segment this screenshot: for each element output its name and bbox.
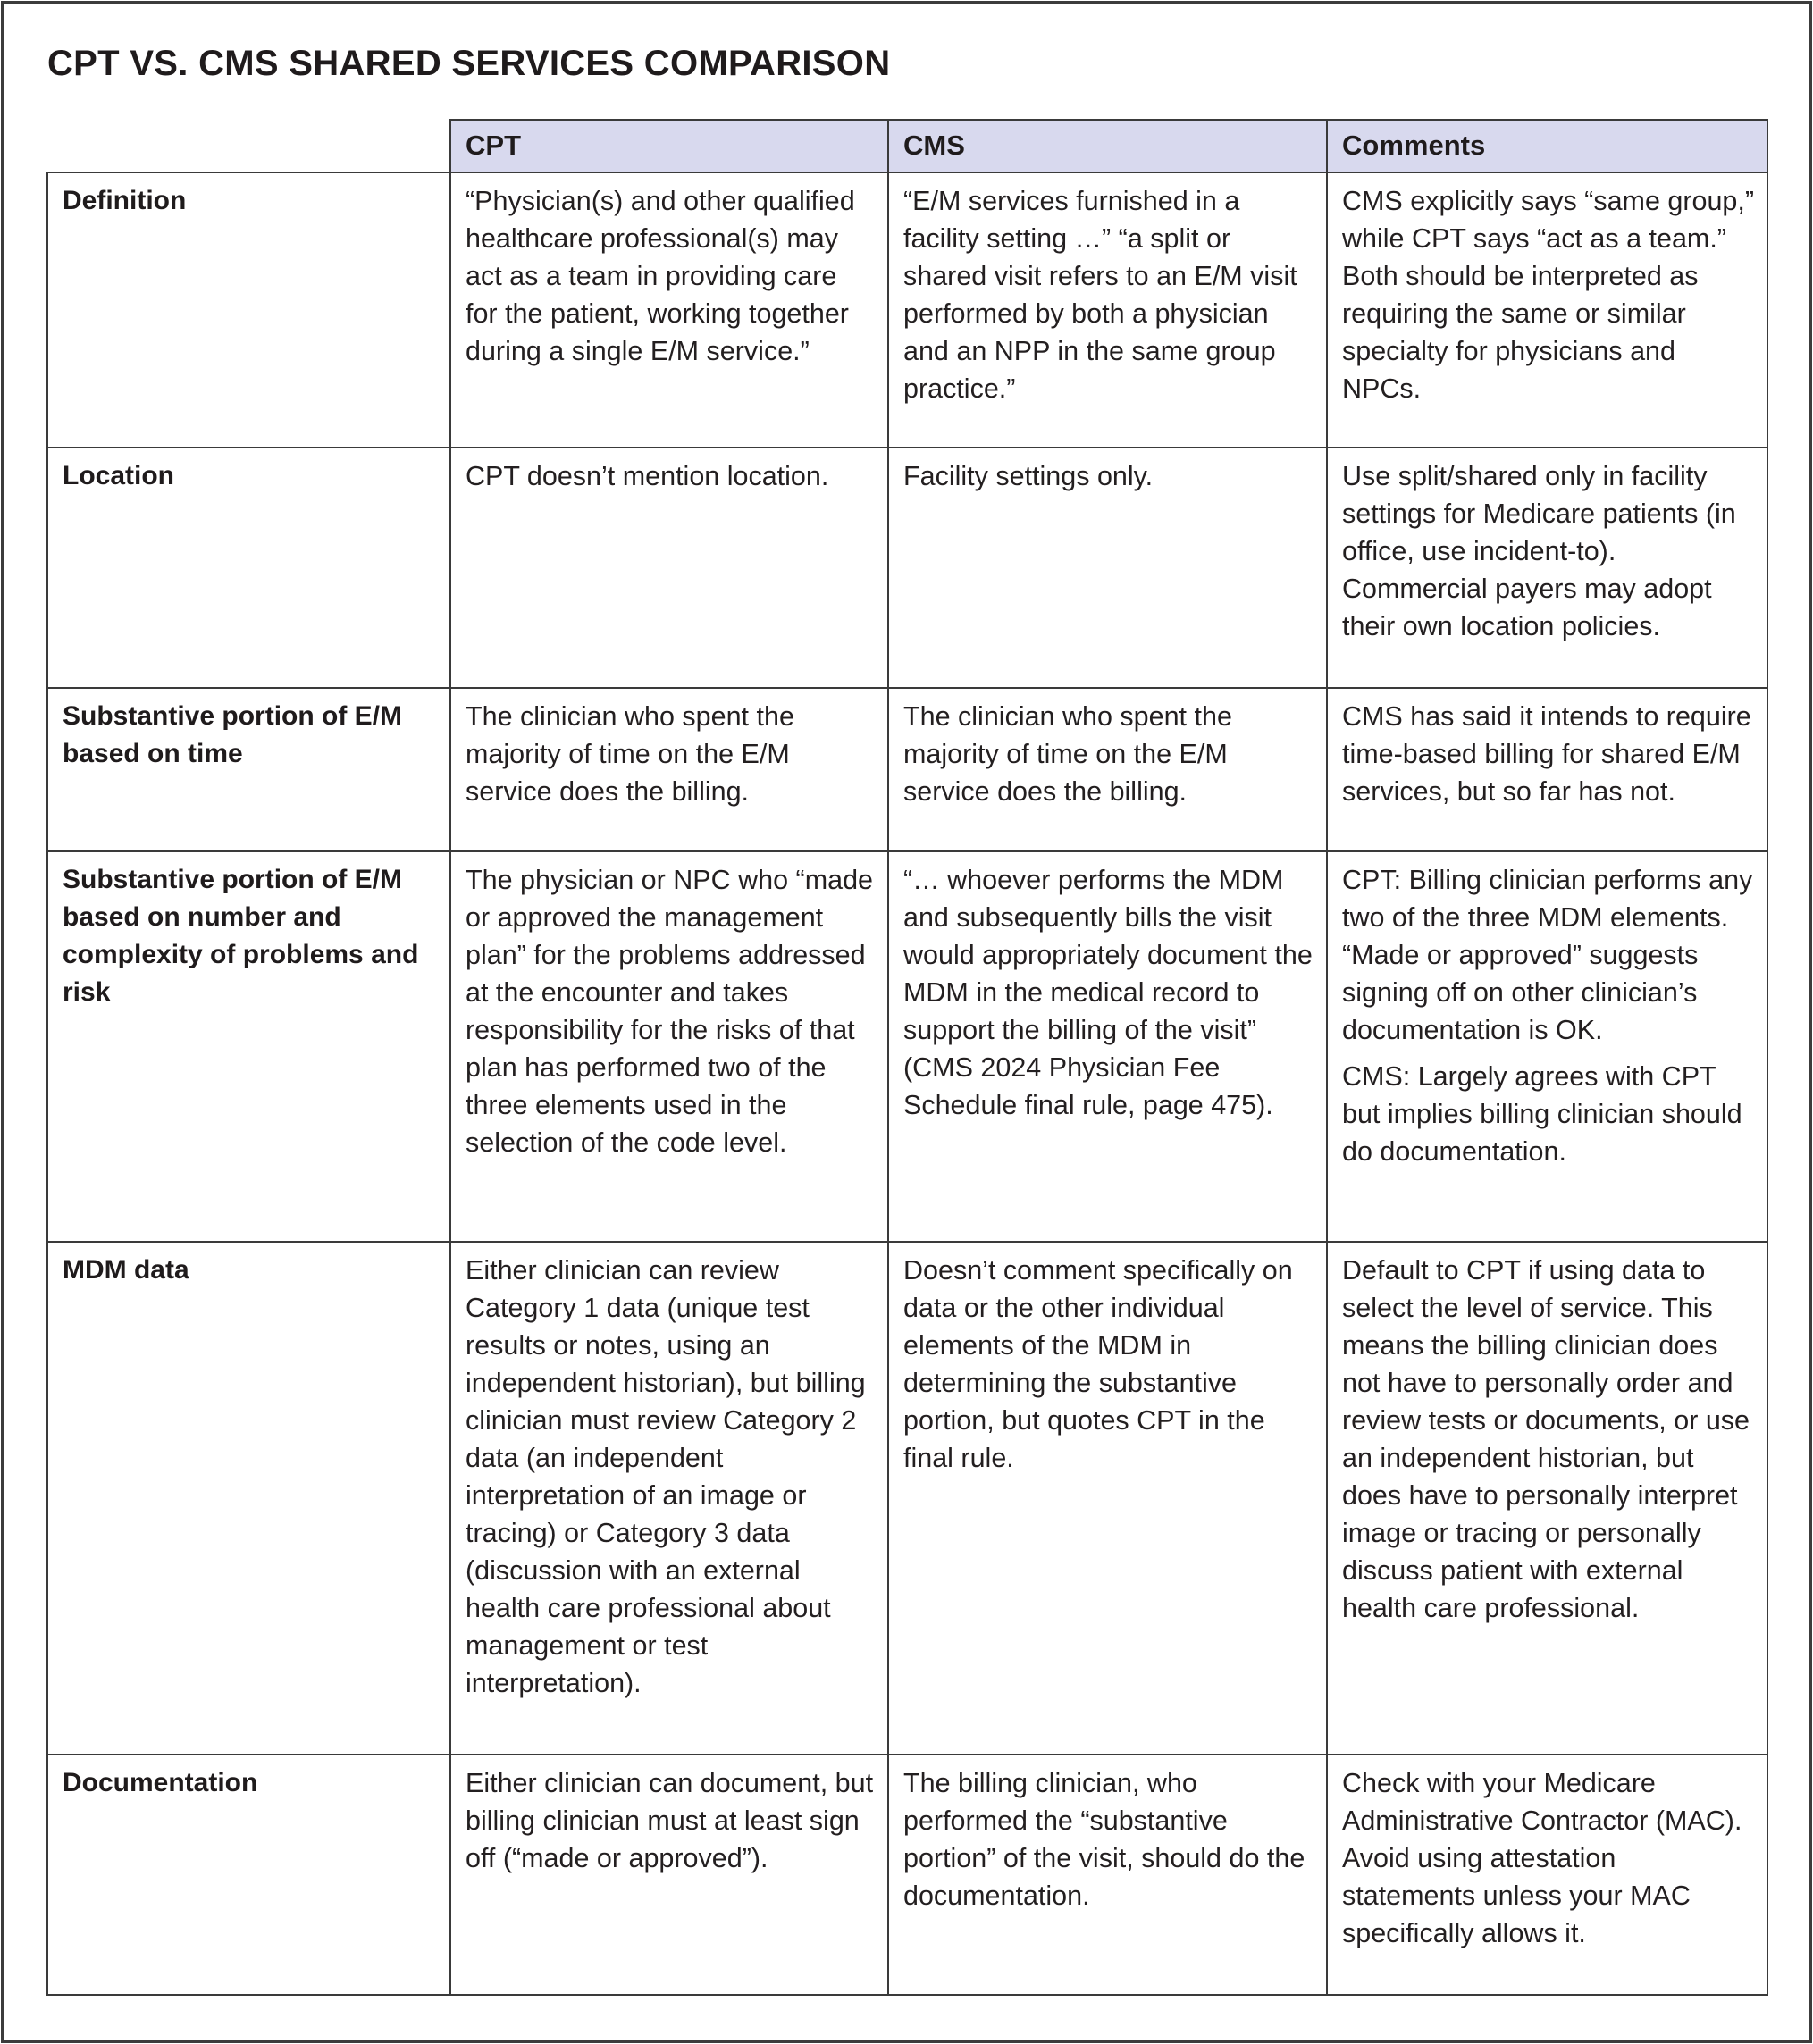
header-cms: CMS bbox=[888, 120, 1327, 172]
cms-cell: Doesn’t comment specifically on data or the other individual elements of the MDM in determining the substantive portion, but quotes CPT in the final rule. bbox=[888, 1242, 1327, 1755]
comments-cell bbox=[1327, 448, 1767, 688]
cpt-cell: “Physician(s) and other qualified healthcare professional(s) may act as a team in providing care for the patient, working together during a single E/M service.” bbox=[450, 172, 888, 448]
cms-cell: The billing clinician, who performed the “substantive portion” of the visit, should do the documentation. bbox=[888, 1755, 1327, 1995]
comment-paragraph: CMS explicitly says “same group,” while CPT says “act as a team.” Both should be interpreted as requiring the same or similar specialty for physicians and NPCs. bbox=[1342, 186, 1755, 404]
table-row-documentation bbox=[47, 1755, 1767, 1995]
header-comments: Comments bbox=[1327, 120, 1767, 172]
header-cpt: CPT bbox=[450, 120, 888, 172]
comment-paragraph: Default to CPT if using data to select the level of service. This means the billing clinician does not have to personally order and review tests or documents, or use an independent historian, but does have to personally interpret image or tracing or personally discuss patient with external health care professional. bbox=[1342, 1255, 1750, 1623]
cms-cell: The clinician who spent the majority of time on the E/M service does the billing. bbox=[888, 688, 1327, 851]
comment-paragraph: Check with your Medicare Administrative Contractor (MAC). Avoid using attestation statements unless your MAC specifically allows it. bbox=[1342, 1768, 1742, 1948]
cpt-cell: The physician or NPC who “made or approved the management plan” for the problems addressed at the encounter and takes responsibility for the risks of that plan has performed two of the three elements used in the selection of the code level. bbox=[450, 851, 888, 1242]
comment-paragraph: CPT: Billing clinician performs any two of the three MDM elements. “Made or approved” suggests signing off on other clinician’s documentation is OK. bbox=[1342, 865, 1753, 1045]
row-label: Location bbox=[47, 448, 450, 688]
row-label: Substantive portion of E/M based on number and complexity of problems and risk bbox=[47, 851, 450, 1242]
row-label: MDM data bbox=[47, 1242, 450, 1755]
row-label: Documentation bbox=[47, 1755, 450, 1995]
cpt-cell: CPT doesn’t mention location. bbox=[450, 448, 888, 688]
cpt-cell: The clinician who spent the majority of time on the E/M service does the billing. bbox=[450, 688, 888, 851]
comments-cell bbox=[1327, 1755, 1767, 1995]
comment-paragraph: CMS has said it intends to require time-based billing for shared E/M services, but so far has not. bbox=[1342, 701, 1751, 807]
comments-cell bbox=[1327, 851, 1767, 1242]
comment-paragraph: Use split/shared only in facility settings for Medicare patients (in office, use incident-to). Commercial payers may adopt their own location policies. bbox=[1342, 461, 1736, 641]
cpt-cell: Either clinician can document, but billing clinician must at least sign off (“made or approved”). bbox=[450, 1755, 888, 1995]
row-label: Definition bbox=[47, 172, 450, 448]
page-title: CPT VS. CMS SHARED SERVICES COMPARISON bbox=[47, 44, 891, 83]
table-row-complexity-based bbox=[47, 851, 1767, 1242]
comments-cell bbox=[1327, 688, 1767, 851]
table-row-time-based bbox=[47, 688, 1767, 851]
comments-cell bbox=[1327, 1242, 1767, 1755]
comment-paragraph: CMS: Largely agrees with CPT but implies billing clinician should do documentation. bbox=[1342, 1061, 1742, 1167]
header-blank-cell bbox=[47, 120, 450, 172]
cms-cell: “E/M services furnished in a facility setting …” “a split or shared visit refers to an E/M visit performed by both a physician and an NPP in the same group practice.” bbox=[888, 172, 1327, 448]
comments-cell bbox=[1327, 172, 1767, 448]
row-label: Substantive portion of E/M based on time bbox=[47, 688, 450, 851]
table-row-location bbox=[47, 448, 1767, 688]
cms-cell: “… whoever performs the MDM and subsequently bills the visit would appropriately document the MDM in the medical record to support the billing of the visit” (CMS 2024 Physician Fee Schedule final rule, page 475). bbox=[888, 851, 1327, 1242]
table-row-definition bbox=[47, 172, 1767, 448]
cms-cell: Facility settings only. bbox=[888, 448, 1327, 688]
table-row-mdm-data bbox=[47, 1242, 1767, 1755]
comparison-table bbox=[46, 119, 1768, 1996]
table-header-row bbox=[47, 120, 1767, 172]
cpt-cell: Either clinician can review Category 1 data (unique test results or notes, using an independent historian), but billing clinician must review Category 2 data (an independent interpretation of an image or tracing) or Category 3 data (discussion with an external health care professional about management or test interpretation). bbox=[450, 1242, 888, 1755]
